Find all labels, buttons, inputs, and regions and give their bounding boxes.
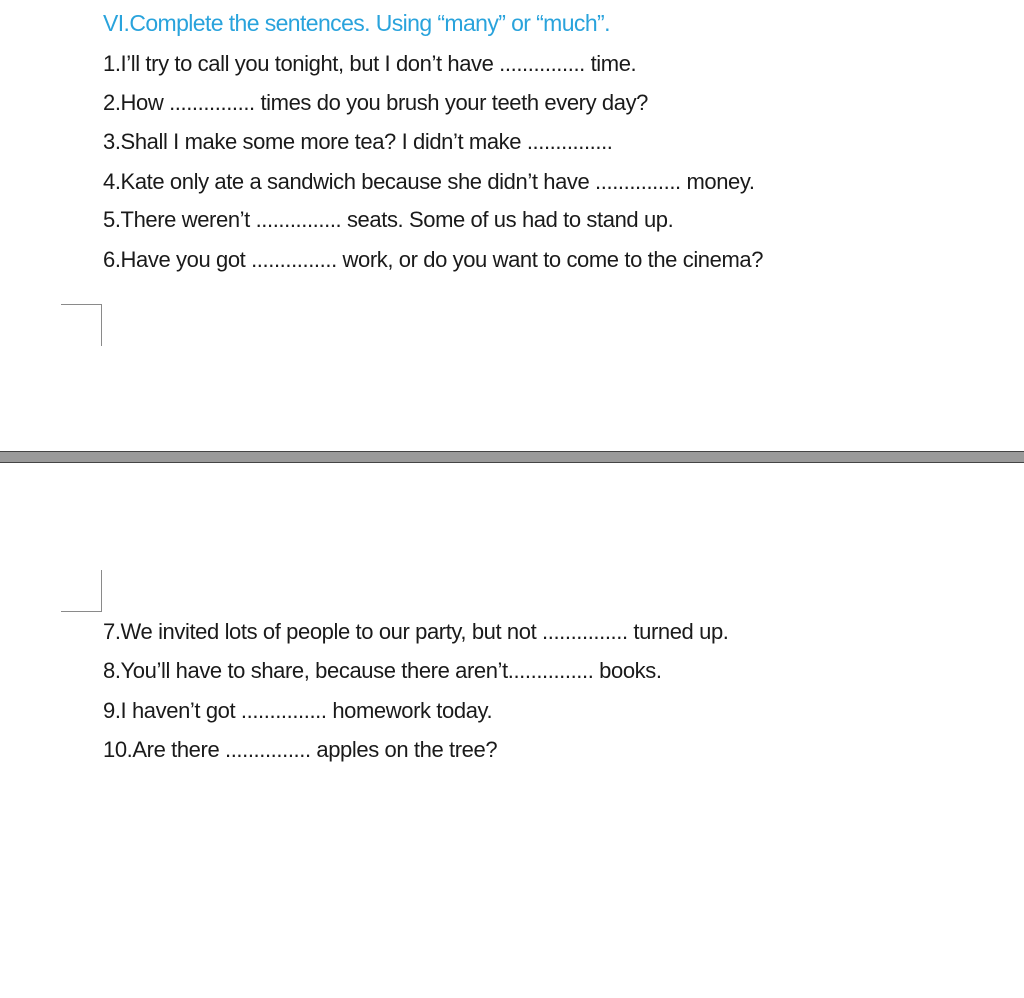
sentence-10: 10.Are there ............... apples on the tree?: [103, 737, 498, 762]
sentence-6: 6.Have you got ............... work, or do you want to come to the cinema?: [103, 247, 764, 272]
sentence-3: 3.Shall I make some more tea? I didn’t make ...............: [103, 129, 613, 154]
sentence-2: 2.How ............... times do you brush your teeth every day?: [103, 90, 649, 115]
sentence-7: 7.We invited lots of people to our party, but not ............... turned up.: [103, 619, 729, 644]
sentence-4: 4.Kate only ate a sandwich because she didn’t have ............... money.: [103, 169, 755, 194]
sentence-9: 9.I haven’t got ............... homework today.: [103, 698, 493, 723]
sentence-8: 8.You’ll have to share, because there aren’t............... books.: [103, 658, 662, 683]
sentence-1: 1.I’ll try to call you tonight, but I don’t have ............... time.: [103, 51, 637, 76]
page-separator: [0, 451, 1024, 463]
page-corner-mark-top: [61, 304, 102, 346]
sentence-5: 5.There weren’t ............... seats. Some of us had to stand up.: [103, 207, 674, 232]
page-corner-mark-bottom: [61, 570, 102, 612]
exercise-heading: VI.Complete the sentences. Using “many” or “much”.: [103, 10, 610, 36]
